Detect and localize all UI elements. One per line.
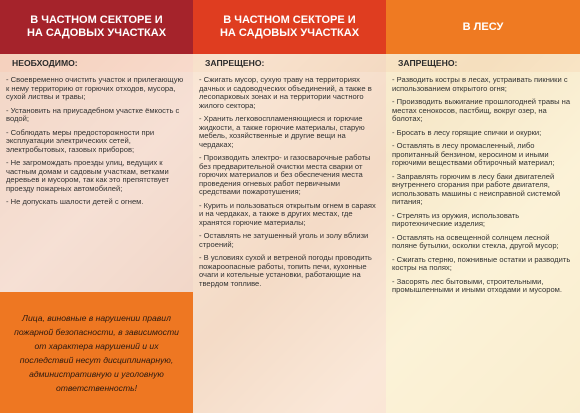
column-private-sector-prohibited [193,0,386,413]
list-item: - Оставлять на освещенной солнцем лесной поляне бутылки, осколки стекла, другой мусор; [392,232,559,250]
list-item: - Сжигать мусор, сухую траву на территориях дачных и садоводческих объединений, а также в лесопарковых зонах и на территории частного жилого сектора; [199,75,372,110]
column-body [0,72,193,292]
column-header-text: В ЧАСТНОМ СЕКТОРЕ И НА САДОВЫХ УЧАСТКАХ [26,14,167,39]
column-subheader: ЗАПРЕЩЕНО: [386,54,580,72]
list-item: - Оставлять в лесу промасленный, либо пропитанный бензином, керосином и иными горючими веществами обтирочный материал; [392,141,555,167]
column-subheader: НЕОБХОДИМО: [0,54,193,72]
list-item: - Стрелять из оружия, использовать пиротехнические изделия; [392,210,520,228]
list-item: - Не загромождать проезды улиц, ведущих к частным домам и садовым участкам, ветками деревьев и мусором, так как это препятствует проезду пожарных автомобилей; [6,158,169,193]
list-item: - Заправлять горючим в лесу баки двигателей внутреннего сгорания при работе двигателя, использовать машины с неисправной системой питания; [392,171,561,206]
column-subheader: ЗАПРЕЩЕНО: [193,54,386,72]
column-body [193,72,386,413]
column-header-text: В ЛЕСУ [462,20,504,33]
column-body [386,72,580,413]
list-item: - Бросать в лесу горящие спички и окурки; [392,127,542,137]
column-forest-prohibited [386,0,580,413]
list-item: - Не допускать шалости детей с огнем. [6,197,144,206]
list-item: - Разводить костры в лесах, устраивать пикники с использованием открытого огня; [392,75,568,93]
list-item: - Оставлять не затушенный уголь и золу вблизи строений; [199,231,369,249]
list-item: - Соблюдать меры предосторожности при эксплуатации электрических сетей, электробытовых, газовых приборов; [6,127,155,154]
responsibility-note [0,292,193,413]
column-header-text: В ЧАСТНОМ СЕКТОРЕ И НА САДОВЫХ УЧАСТКАХ [219,14,360,39]
list-item: - Сжигать стерню, пожнивные остатки и разводить костры на полях; [392,254,571,272]
column-header [193,0,386,54]
responsibility-note-text: Лица, виновные в нарушении правил пожарной безопасности, в зависимости от характера нарушений и их последствий несут дисциплинарную, административную и уголовную ответственность! [14,312,179,393]
list-item: - Хранить легковоспламеняющиеся и горючие жидкости, а также горючие материалы, старую мебель, хозяйственные и другие вещи на чердаках; [199,114,365,149]
list-item: - Курить и пользоваться открытым огнем в сараях и на чердаках, а также в других местах, где хранятся горючие материалы; [199,200,376,227]
column-private-sector-required [0,0,193,413]
list-item: - Производить выжигание прошлогодней травы на местах сенокосов, пастбищ, вокруг озер, на болотах; [392,97,571,123]
list-item: - Засорять лес бытовыми, строительными, промышленными и иными отходами и мусором. [392,276,562,294]
list-item: - Установить на приусадебном участке ёмкость с водой; [6,105,180,123]
column-header [386,0,580,54]
list-item: - Своевременно очистить участок и прилегающую к нему территорию от горючих отходов, мусора, сухой листвы и травы; [6,75,184,101]
column-header [0,0,193,54]
list-item: - Производить электро- и газосварочные работы без предварительной очистки места сварки от горючих материалов и без обеспечения места проведения огневых работ первичными средствами пожаротушения; [199,153,371,196]
list-item: - В условиях сухой и ветреной погоды проводить пожароопасные работы, топить печи, кухонные очаги и котельные установки, работающие на твердом топливе. [199,253,372,288]
